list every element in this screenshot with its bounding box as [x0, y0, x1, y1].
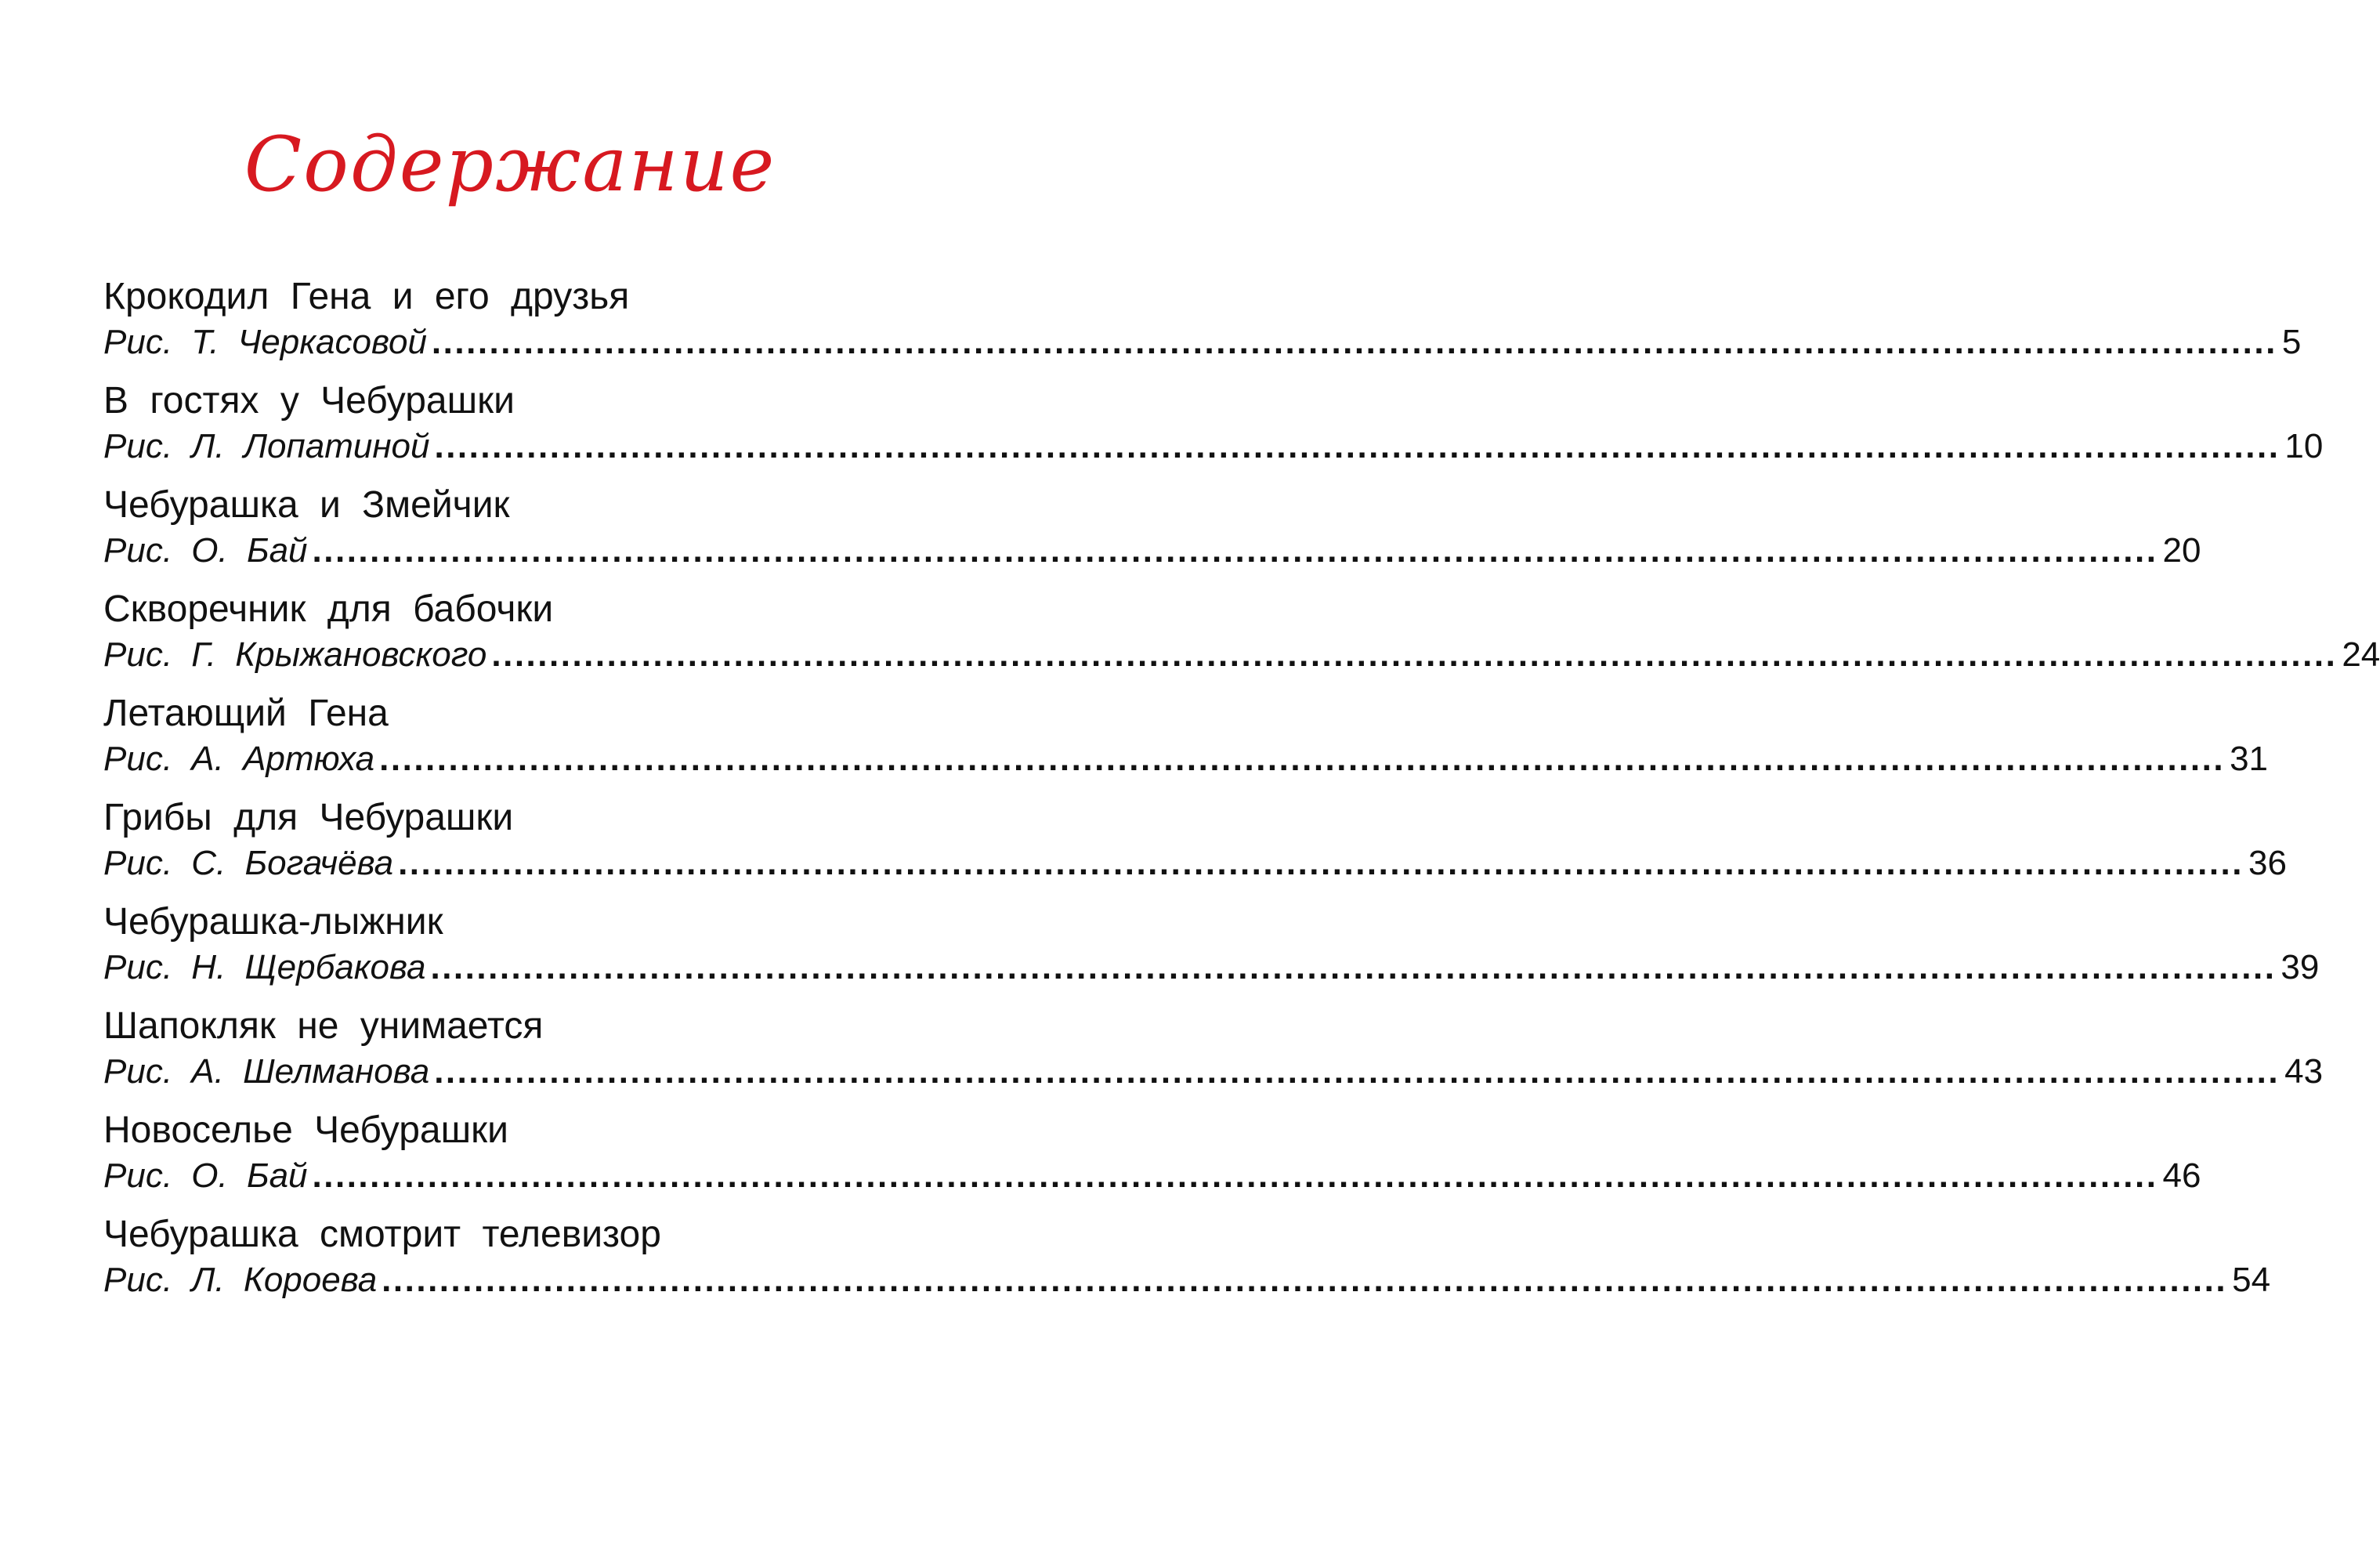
entry-credit-line: [103, 633, 2380, 677]
toc-entry: [103, 1001, 2324, 1105]
entry-title: Чебурашка смотрит телевизор: [103, 1214, 661, 1255]
page-number: 24: [2342, 635, 2380, 674]
toc-entry: [103, 896, 2320, 1001]
illustrator-credit: Рис. О. Бай: [103, 531, 308, 570]
dot-leader: ................................................................................................................................................................: [379, 740, 2226, 778]
page-number: 39: [2281, 948, 2320, 986]
entry-credit-line: [103, 1154, 2201, 1198]
entry-title: Летающий Гена: [103, 693, 389, 734]
page-number: 5: [2281, 323, 2302, 361]
page-number: 36: [2248, 844, 2287, 882]
dot-leader: ................................................................................................................................................................: [398, 844, 2244, 882]
entry-credit-line: [103, 425, 2324, 469]
illustrator-credit: Рис. Н. Щербакова: [103, 948, 426, 986]
entry-credit-line: [103, 737, 2269, 781]
page-number: 43: [2284, 1052, 2324, 1091]
toc-entry: [103, 792, 2287, 896]
illustrator-credit: Рис. Л. Короева: [103, 1261, 378, 1299]
dot-leader: ................................................................................................................................................................: [431, 323, 2277, 361]
entry-credit-line: [103, 529, 2201, 573]
illustrator-credit: Рис. А. Шелманова: [103, 1052, 430, 1091]
entry-title: Крокодил Гена и его друзья: [103, 276, 630, 317]
entry-title: Чебурашка-лыжник: [103, 901, 443, 943]
page-number: 31: [2230, 740, 2269, 778]
toc-entry: [103, 1105, 2201, 1209]
page-number: 54: [2232, 1261, 2271, 1299]
toc-entry: [103, 688, 2269, 792]
illustrator-credit: Рис. Г. Крыжановского: [103, 635, 487, 674]
entry-credit-line: [103, 320, 2302, 364]
entry-title: Грибы для Чебурашки: [103, 797, 514, 838]
illustrator-credit: Рис. Т. Черкасовой: [103, 323, 427, 361]
entry-title: В гостях у Чебурашки: [103, 380, 515, 422]
entry-title: Шапокляк не унимается: [103, 1005, 544, 1047]
illustrator-credit: Рис. С. Богачёва: [103, 844, 394, 882]
page-number: 10: [2284, 427, 2324, 465]
toc-entry: [103, 480, 2201, 584]
entry-title: Новоселье Чебурашки: [103, 1109, 508, 1151]
toc-entry: [103, 271, 2302, 375]
illustrator-credit: Рис. О. Бай: [103, 1156, 308, 1195]
table-of-contents: [103, 271, 2380, 1313]
toc-entry: [103, 1209, 2271, 1313]
dot-leader: ................................................................................................................................................................: [382, 1261, 2228, 1299]
page-number: 46: [2162, 1156, 2201, 1195]
dot-leader: ................................................................................................................................................................: [430, 948, 2277, 986]
entry-credit-line: [103, 1050, 2324, 1094]
entry-title: Скворечник для бабочки: [103, 588, 554, 630]
dot-leader: ................................................................................................................................................................: [434, 1052, 2281, 1091]
entry-title: Чебурашка и Змейчик: [103, 484, 510, 526]
dot-leader: ................................................................................................................................................................: [434, 427, 2281, 465]
toc-entry: [103, 375, 2324, 480]
illustrator-credit: Рис. Л. Лопатиной: [103, 427, 430, 465]
dot-leader: ................................................................................................................................................................: [312, 1156, 2158, 1195]
illustrator-credit: Рис. А. Артюха: [103, 740, 375, 778]
dot-leader: ................................................................................................................................................................: [491, 635, 2338, 674]
page-title: Содержание: [244, 121, 776, 208]
entry-credit-line: [103, 946, 2320, 990]
page-number: 20: [2162, 531, 2201, 570]
entry-credit-line: [103, 841, 2287, 885]
dot-leader: ................................................................................................................................................................: [312, 531, 2158, 570]
entry-credit-line: [103, 1258, 2271, 1302]
toc-entry: [103, 584, 2380, 688]
